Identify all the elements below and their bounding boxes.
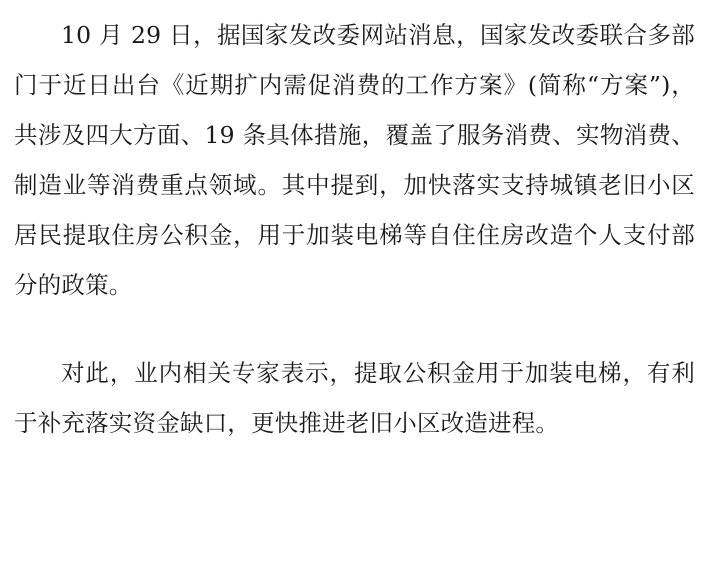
- paragraph-1: 10 月 29 日，据国家发改委网站消息，国家发改委联合多部门于近日出台《近期扩内需促消费的工作方案》(简称“方案”)，共涉及四大方面、19 条具体措施，覆盖了服务消费、实物消费、制造业等消费重点领域。其中提到，加快落实支持城镇老旧小区居民提取住房公积金，用于加装电梯等自住住房改造个人支付部分的政策。: [14, 21, 695, 299]
- paragraph-2: 对此，业内相关专家表示，提取公积金用于加装电梯，有利于补充落实资金缺口，更快推进老旧小区改造进程。: [14, 359, 695, 437]
